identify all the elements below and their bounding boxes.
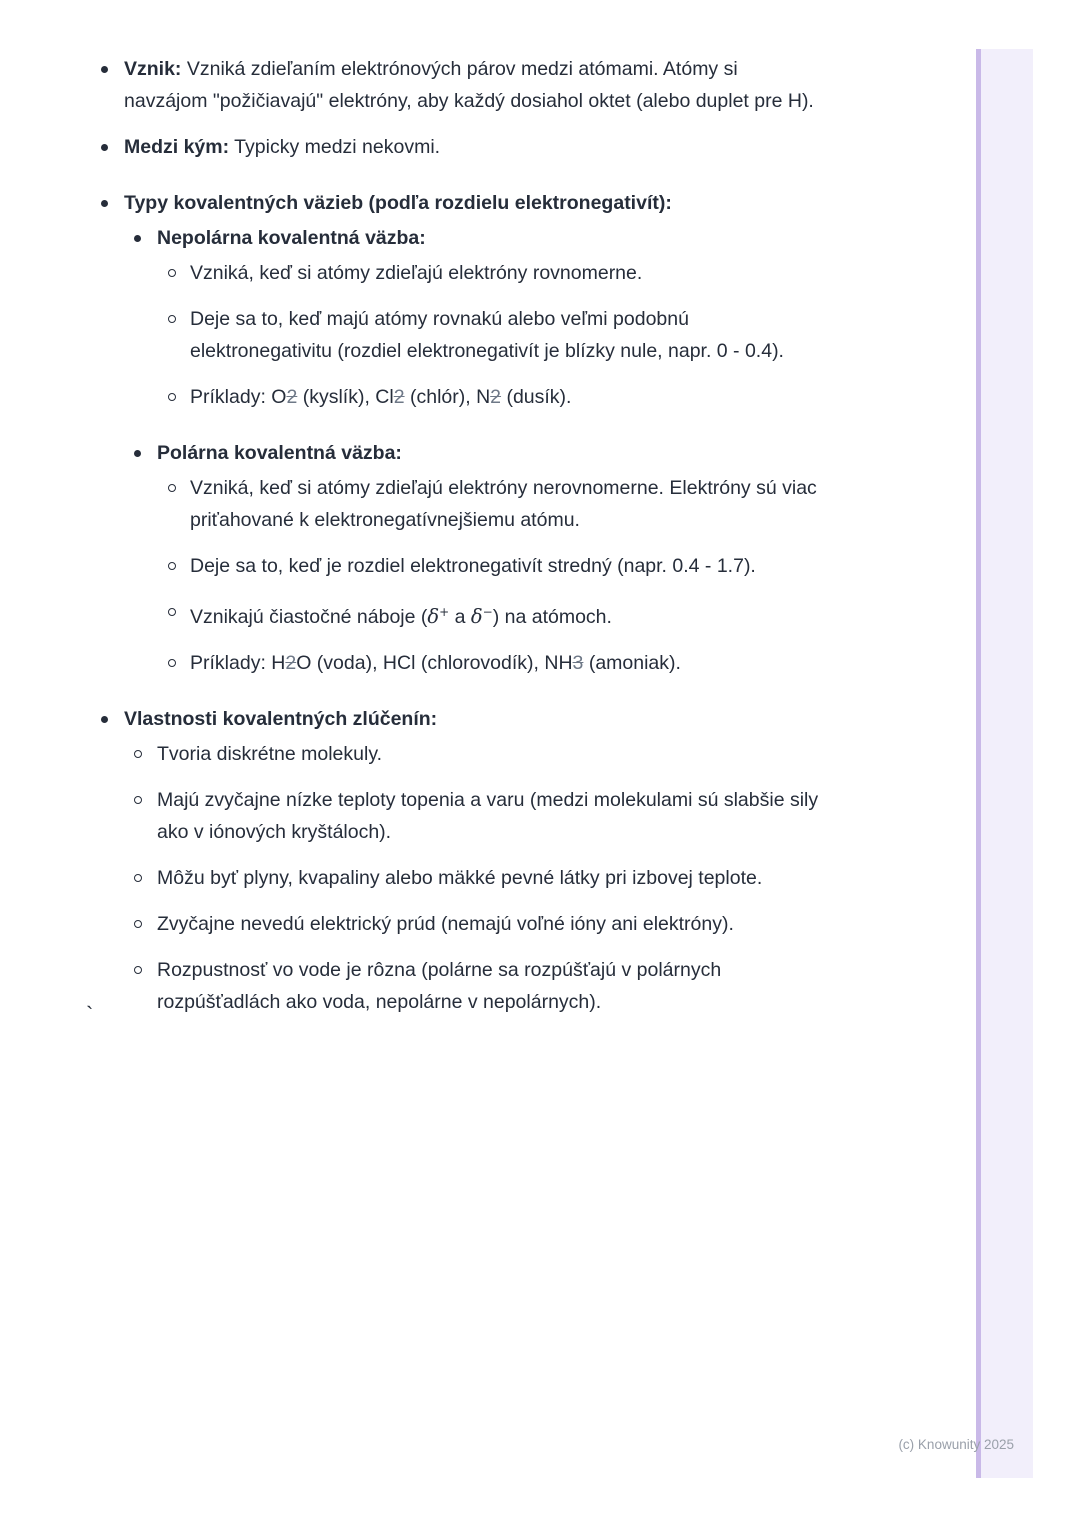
text-segment: (dusík). <box>501 386 572 408</box>
footer-copyright: (c) Knowunity 2025 <box>898 1437 1014 1452</box>
text-segment: Medzi kým: <box>124 136 230 158</box>
text-segment: Typy kovalentných väzieb (podľa rozdielu elektronegativít): <box>124 192 672 214</box>
text-segment: (amoniak). <box>583 652 681 674</box>
text-segment: Vzniká, keď si atómy zdieľajú elektróny nerovnomerne. Elektróny sú viac priťahované k elektronegatívnejšiemu atómu. <box>190 477 817 531</box>
text-segment: Príklady: H <box>190 652 286 674</box>
stray-backtick: ` <box>86 1002 94 1027</box>
list-item <box>0 738 820 770</box>
text-segment: 2 <box>393 386 405 408</box>
list-item <box>0 381 820 413</box>
text-segment: Polárna kovalentná väzba: <box>157 442 402 464</box>
text-segment: 2 <box>285 652 297 674</box>
text-segment: Majú zvyčajne nízke teploty topenia a varu (medzi molekulami sú slabšie sily ako v iónových kryštáloch). <box>157 789 819 843</box>
text-segment: Vzniká zdieľaním elektrónových párov medzi atómami. Atómy si navzájom "požičiavajú" elektróny, aby každý dosiahol oktet (alebo duplet pre H). <box>124 58 814 112</box>
bullet-circle-icon <box>134 750 142 758</box>
list-item-text <box>157 227 426 249</box>
text-segment: Môžu byť plyny, kvapaliny alebo mäkké pevné látky pri izbovej teplote. <box>157 867 763 889</box>
text-segment: δ <box>427 605 440 628</box>
list-item-text <box>157 959 721 1013</box>
list-item-text <box>124 58 814 112</box>
list-item-text <box>157 743 382 765</box>
bullet-disc-icon <box>101 716 108 723</box>
text-segment: (chlór), N <box>404 386 491 408</box>
list-item <box>0 257 820 289</box>
list-item-text <box>157 913 734 935</box>
bullet-circle-icon <box>168 562 176 570</box>
bullet-circle-icon <box>168 659 176 667</box>
list-item <box>0 437 820 469</box>
text-segment: + <box>439 605 450 619</box>
bullet-circle-icon <box>168 484 176 492</box>
text-segment: (kyslík), Cl <box>297 386 394 408</box>
text-segment: δ <box>470 605 483 628</box>
text-segment: Vznikajú čiastočné náboje ( <box>190 606 428 628</box>
text-segment: Tvoria diskrétne molekuly. <box>157 743 383 765</box>
text-segment: Zvyčajne nevedú elektrický prúd (nemajú voľné ióny ani elektróny). <box>157 913 734 935</box>
text-segment: 2 <box>490 386 502 408</box>
list-item-text <box>124 192 672 214</box>
list-item-text <box>190 555 756 577</box>
bullet-circle-icon <box>134 874 142 882</box>
bullet-circle-icon <box>168 315 176 323</box>
text-segment: Deje sa to, keď majú atómy rovnakú alebo veľmi podobnú elektronegativitu (rozdiel elektronegativít je blízky nule, napr. 0 - 0.4). <box>190 308 784 362</box>
list-item-text <box>190 308 784 362</box>
text-segment: Príklady: O <box>190 386 287 408</box>
text-segment: O (voda), HCl (chlorovodík), NH <box>296 652 573 674</box>
list-item <box>0 862 820 894</box>
list-item <box>0 596 820 633</box>
bullet-disc-icon <box>101 144 108 151</box>
list-item <box>0 908 820 940</box>
list-item <box>0 131 820 163</box>
list-item-text <box>157 789 818 843</box>
list-item <box>0 784 820 848</box>
list-item <box>0 703 820 735</box>
list-item-text <box>157 442 402 464</box>
list-item-text <box>190 606 612 628</box>
bullet-circle-icon <box>134 966 142 974</box>
text-segment: Nepolárna kovalentná väzba: <box>157 227 426 249</box>
accent-bar <box>976 49 1033 1478</box>
list-item <box>0 472 820 536</box>
text-segment: Rozpustnosť vo vode je rôzna (polárne sa rozpúšťajú v polárnych rozpúšťadlách ako voda, nepolárne v nepolárnych). <box>157 959 722 1013</box>
list-item <box>0 53 820 117</box>
bullet-circle-icon <box>168 269 176 277</box>
list-item <box>0 303 820 367</box>
bullet-circle-icon <box>168 608 176 616</box>
list-item-text <box>190 262 642 284</box>
list-item-text <box>190 386 571 408</box>
list-item-text <box>124 708 437 730</box>
bullet-circle-icon <box>134 920 142 928</box>
text-segment: Vlastnosti kovalentných zlúčenín: <box>124 708 438 730</box>
text-segment: a <box>449 606 471 628</box>
list-item-text <box>124 136 440 158</box>
list-item-text <box>190 652 681 674</box>
bullet-disc-icon <box>101 66 108 73</box>
bullet-disc-icon <box>101 200 108 207</box>
text-segment: ) na atómoch. <box>492 606 612 628</box>
bullet-list <box>0 53 820 1018</box>
list-item-text <box>190 477 817 531</box>
text-segment: 3 <box>572 652 584 674</box>
list-item <box>0 954 820 1018</box>
bullet-circle-icon <box>168 393 176 401</box>
bullet-disc-icon <box>134 235 141 242</box>
text-segment: Typicky medzi nekovmi. <box>229 136 441 158</box>
list-item <box>0 647 820 679</box>
text-segment: 2 <box>286 386 298 408</box>
text-segment: Vznik: <box>124 58 182 80</box>
list-item <box>0 550 820 582</box>
bullet-disc-icon <box>134 450 141 457</box>
text-segment: Deje sa to, keď je rozdiel elektronegativít stredný (napr. 0.4 - 1.7). <box>190 555 756 577</box>
text-segment: − <box>482 605 493 619</box>
list-item-text <box>157 867 762 889</box>
bullet-circle-icon <box>134 796 142 804</box>
list-item <box>0 187 820 219</box>
list-item <box>0 222 820 254</box>
text-segment: Vzniká, keď si atómy zdieľajú elektróny rovnomerne. <box>190 262 643 284</box>
